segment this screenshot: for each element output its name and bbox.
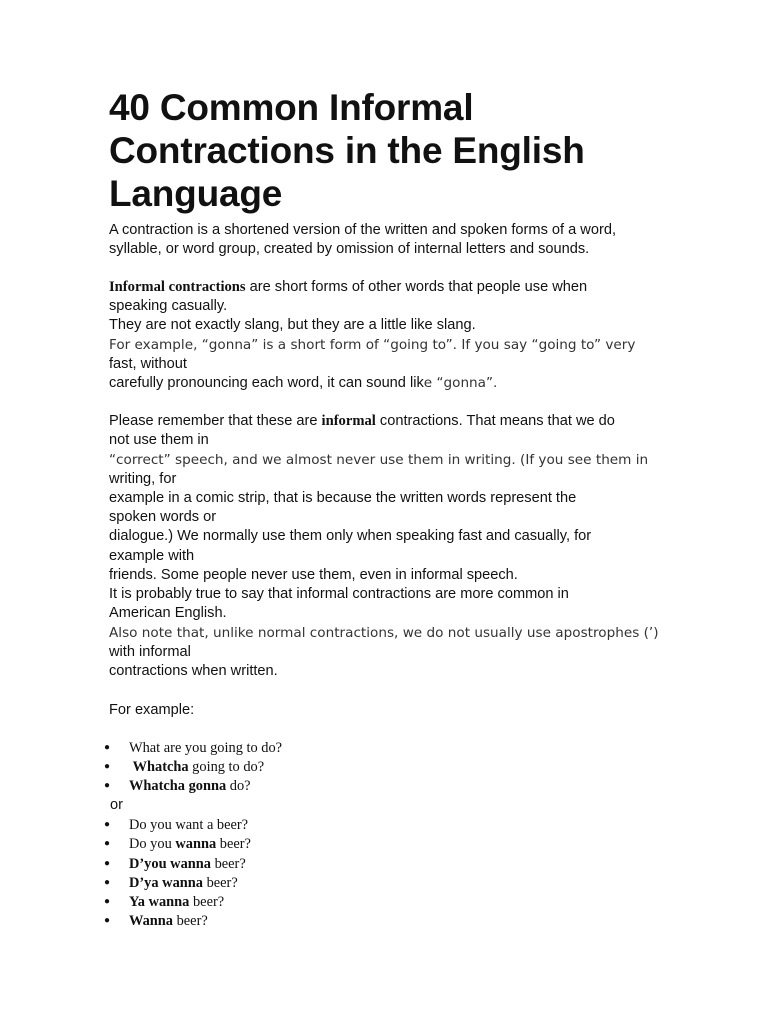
bold-term: Ya wanna: [129, 894, 190, 910]
paragraph-line: writing, for: [109, 471, 177, 487]
paragraph-line: Also note that, unlike normal contractions, we do not usually use apostrophes (’): [109, 625, 659, 641]
title-line: Contractions in the English: [109, 130, 585, 171]
list-item: [104, 776, 251, 796]
text-run: carefully pronouncing each word, it can sound lik: [109, 375, 424, 391]
intro-line: syllable, or word group, created by omission of internal letters and sounds.: [109, 241, 590, 257]
list-item: [104, 911, 208, 931]
paragraph-line: For example, “gonna” is a short form of “going to”. If you say “going to” very: [109, 337, 636, 353]
paragraph-line: not use them in: [109, 432, 209, 448]
paragraph-line: It is probably true to say that informal contractions are more common in: [109, 586, 569, 602]
title-line: Language: [109, 173, 283, 214]
bullet-icon: ●: [104, 742, 111, 753]
list-item-text: going to do?: [188, 759, 265, 775]
text-run: e “gonna”.: [423, 375, 498, 391]
list-item: [104, 892, 224, 912]
paragraph-line: example in a comic strip, that is because the written words represent the: [109, 490, 577, 506]
bold-term: D’you wanna: [129, 856, 211, 872]
list-item-text: beer?: [210, 856, 246, 872]
bold-term: Whatcha gonna: [129, 778, 227, 794]
list-item-text: What are you going to do?: [129, 740, 283, 756]
list-item: [104, 738, 282, 758]
bold-term: Whatcha: [132, 759, 189, 775]
bold-term: Informal contractions: [109, 279, 246, 295]
bullet-icon: ●: [104, 819, 111, 830]
paragraph-line: spoken words or: [109, 509, 217, 525]
bold-term: wanna: [175, 836, 217, 852]
paragraph-line: fast, without: [109, 356, 187, 372]
bold-term: D’ya wanna: [129, 875, 203, 891]
bullet-icon: ●: [104, 838, 111, 849]
paragraph-line: American English.: [109, 605, 227, 621]
bullet-icon: ●: [104, 761, 111, 772]
bullet-icon: ●: [104, 858, 111, 869]
text-run: contractions. That means that we do: [375, 413, 615, 429]
paragraph-line: [109, 412, 615, 431]
bold-term: informal: [321, 413, 376, 429]
intro-line: A contraction is a shortened version of the written and spoken forms of a word,: [109, 222, 616, 238]
paragraph-line: [109, 278, 587, 297]
paragraph-line: with informal: [109, 644, 191, 660]
text-run: are short forms of other words that people use when: [245, 279, 588, 295]
paragraph-line: dialogue.) We normally use them only when speaking fast and casually, for: [109, 528, 592, 544]
bullet-icon: ●: [104, 780, 111, 791]
list-item-text: do?: [226, 778, 251, 794]
text-run: Please remember that these are: [109, 413, 322, 429]
list-item-text: Do you want a beer?: [129, 817, 249, 833]
paragraph-line: “correct” speech, and we almost never use them in writing. (If you see them in: [109, 452, 649, 468]
list-item: [104, 873, 238, 893]
list-item-text: beer?: [202, 875, 238, 891]
list-item: [104, 757, 264, 777]
bullet-icon: ●: [104, 896, 111, 907]
paragraph-line: [109, 374, 497, 393]
bold-term: Wanna: [129, 913, 173, 929]
bullet-icon: ●: [104, 915, 111, 926]
list-item-text: Do you: [129, 836, 176, 852]
title-line: 40 Common Informal: [109, 87, 474, 128]
list-item: [104, 834, 251, 854]
paragraph-line: friends. Some people never use them, even in informal speech.: [109, 567, 518, 583]
list-item-text: beer?: [173, 913, 208, 929]
bullet-icon: ●: [104, 877, 111, 888]
page-title: [109, 86, 709, 215]
for-example-label: For example:: [109, 702, 195, 718]
list-item: [104, 815, 248, 835]
list-item-text: beer?: [189, 894, 225, 910]
paragraph-line: speaking casually.: [109, 298, 228, 314]
or-separator: or: [110, 797, 123, 813]
paragraph-line: contractions when written.: [109, 663, 278, 679]
list-item-text: beer?: [216, 836, 251, 852]
paragraph-line: example with: [109, 548, 195, 564]
paragraph-line: They are not exactly slang, but they are a little like slang.: [109, 317, 476, 333]
list-item: [104, 854, 246, 874]
